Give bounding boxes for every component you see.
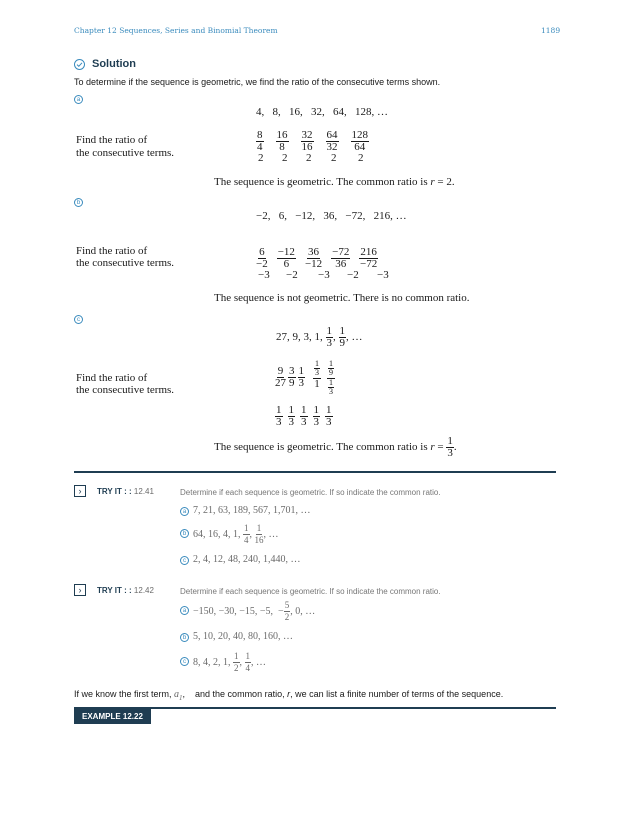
nested-fraction-2: $\frac{\frac{1}{9}}{\frac{1}{3}}$ <box>329 359 333 396</box>
item-label: b <box>180 633 189 642</box>
sequence-a: 4, 8, 16, 32, 64, 128, … <box>256 106 388 118</box>
part-label-a: a <box>74 95 83 104</box>
example-label: EXAMPLE 12.22 <box>74 709 151 724</box>
sequence-b: −2, 6, −12, 36, −72, 216, … <box>256 210 407 222</box>
ratio-result: −2 <box>286 269 298 281</box>
ratio-result: $\frac{1}{3}$ <box>313 404 319 428</box>
item-label: c <box>180 657 189 666</box>
ratio-label-b-2: the consecutive terms. <box>76 257 175 269</box>
ratio-result: 2 <box>358 152 364 164</box>
solution-title: Solution <box>92 58 136 70</box>
ratio-result: 2 <box>282 152 288 164</box>
check-circle-icon <box>74 59 85 70</box>
ratio-results-c <box>275 405 333 428</box>
try-item-c: 8, 4, 2, 1, $\frac{1}{2}$ , $\frac{1}{4}$ , … <box>193 651 266 673</box>
ratio-fractions-c <box>275 366 305 389</box>
ratio-result: 2 <box>306 152 312 164</box>
ratio-result: −2 <box>347 269 359 281</box>
try-it-label-1: TRY IT : : 12.41 <box>97 487 154 496</box>
ratio-fraction: $\frac{36}{-12}$ <box>304 246 323 270</box>
ratio-fraction: $\frac{3}{9}$ <box>289 365 295 389</box>
try-it-prompt-2: Determine if each sequence is geometric. If so indicate the common ratio. <box>180 587 441 596</box>
conclusion-a: The sequence is geometric. The common ratio is r = 2. <box>214 176 455 188</box>
conclusion-c: The sequence is geometric. The common ratio is r = $\frac{1}{3}$ . <box>214 435 457 459</box>
try-item-a: 7, 21, 63, 189, 567, 1,701, … <box>193 505 311 516</box>
ratio-fractions-b <box>256 247 378 270</box>
ratio-fraction: $\frac{1}{3}$ <box>298 365 304 389</box>
page-number: 1189 <box>541 26 561 35</box>
item-label: a <box>180 507 189 516</box>
try-item-b: 64, 16, 4, 1, $\frac{1}{4}$ , $\frac{1}{16}$ , … <box>193 523 279 545</box>
section-divider <box>74 471 556 473</box>
ratio-results-b <box>258 269 401 281</box>
item-label: a <box>180 606 189 615</box>
ratio-result: $\frac{1}{3}$ <box>326 404 332 428</box>
ratio-fraction: $\frac{8}{4}$ <box>257 129 263 153</box>
closing-text: If we know the first term, $a_1$, and the common ratio, r, we can list a finite number of terms of the sequence. <box>74 689 504 702</box>
ratio-fractions-a <box>256 130 369 153</box>
ratio-label-c-1: Find the ratio of <box>76 372 148 384</box>
try-item-b: 5, 10, 20, 40, 80, 160, … <box>193 631 293 642</box>
ratio-fraction: $\frac{128}{64}$ <box>351 129 368 153</box>
chevron-right-icon[interactable]: › <box>74 485 86 497</box>
ratio-result: $\frac{1}{3}$ <box>301 404 307 428</box>
ratio-result: $\frac{1}{3}$ <box>276 404 282 428</box>
ratio-result: 2 <box>331 152 337 164</box>
ratio-result: 2 <box>258 152 264 164</box>
conclusion-b: The sequence is not geometric. There is no common ratio. <box>214 292 470 304</box>
ratio-fraction: $\frac{216}{-72}$ <box>360 246 378 270</box>
part-label-c: c <box>74 315 83 324</box>
ratio-fraction: $\frac{-12}{6}$ <box>277 246 295 270</box>
ratio-label-a-2: the consecutive terms. <box>76 147 175 159</box>
ratio-fraction: $\frac{32}{16}$ <box>301 129 313 153</box>
ratio-results-a <box>258 152 382 164</box>
ratio-result: −3 <box>258 269 270 281</box>
ratio-fraction: $\frac{-72}{36}$ <box>332 246 350 270</box>
ratio-result: −3 <box>377 269 389 281</box>
sequence-c: 27, 9, 3, 1, $\frac{1}{3}$ , $\frac{1}{9}$ , … <box>276 325 363 349</box>
ratio-label-b-1: Find the ratio of <box>76 245 148 257</box>
try-it-prompt-1: Determine if each sequence is geometric. If so indicate the common ratio. <box>180 488 441 497</box>
ratio-label-c-2: the consecutive terms. <box>76 384 175 396</box>
ratio-result: $\frac{1}{3}$ <box>288 404 294 428</box>
chevron-right-icon[interactable]: › <box>74 584 86 596</box>
item-label: c <box>180 556 189 565</box>
item-label: b <box>180 529 189 538</box>
part-label-b: b <box>74 198 83 207</box>
try-item-a: −150, −30, −15, −5, − $\frac{5}{2}$ , 0, … <box>193 600 316 622</box>
ratio-result: −3 <box>318 269 330 281</box>
try-it-label-2: TRY IT : : 12.42 <box>97 586 154 595</box>
nested-fraction-1: $\frac{\frac{1}{3}}{1}$ <box>314 359 320 390</box>
ratio-fraction: $\frac{6}{-2}$ <box>256 246 268 270</box>
ratio-fraction: $\frac{16}{8}$ <box>276 129 288 153</box>
ratio-fraction: $\frac{64}{32}$ <box>326 129 338 153</box>
ratio-label-a-1: Find the ratio of <box>76 134 148 146</box>
chapter-title: Chapter 12 Sequences, Series and Binomial Theorem <box>74 26 278 35</box>
try-item-c: 2, 4, 12, 48, 240, 1,440, … <box>193 554 301 565</box>
ratio-fraction: $\frac{9}{27}$ <box>275 365 286 389</box>
solution-intro: To determine if the sequence is geometric, we find the ratio of the consecutive terms shown. <box>74 77 441 87</box>
